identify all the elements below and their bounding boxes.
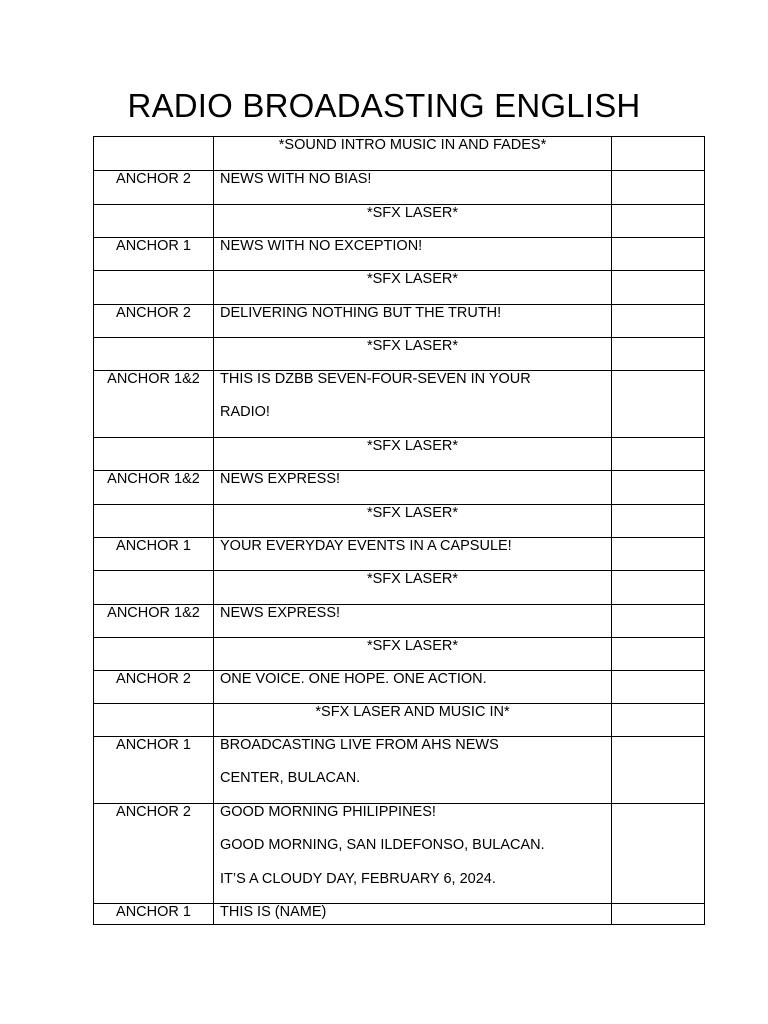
speaker-label: ANCHOR 1&2 <box>107 605 200 621</box>
notes-cell <box>612 305 705 338</box>
speaker-label: ANCHOR 2 <box>116 305 191 321</box>
speaker-label: ANCHOR 2 <box>116 671 191 687</box>
dialogue-line: ONE VOICE. ONE HOPE. ONE ACTION. <box>220 671 487 687</box>
page-title: RADIO BROADASTING ENGLISH <box>127 87 641 124</box>
speaker-cell <box>94 804 214 904</box>
notes-cell <box>612 638 705 671</box>
dialogue-line: IT’S A CLOUDY DAY, FEBRUARY 6, 2024. <box>220 870 496 887</box>
script-row <box>94 804 705 904</box>
dialogue-cell <box>214 371 612 438</box>
dialogue-line: NEWS WITH NO EXCEPTION! <box>220 238 423 254</box>
speaker-label <box>94 563 213 596</box>
notes-cell <box>612 538 705 571</box>
script-row <box>94 904 705 925</box>
dialogue-cell <box>214 804 612 904</box>
speaker-label <box>94 497 213 530</box>
speaker-label <box>94 630 213 663</box>
dialogue-line: RADIO! <box>220 404 270 421</box>
speaker-label <box>94 263 213 296</box>
speaker-label <box>94 197 213 230</box>
dialogue-line: BROADCASTING LIVE FROM AHS NEWS <box>220 737 499 753</box>
dialogue-line: NEWS EXPRESS! <box>220 605 341 621</box>
sound-cue: *SOUND INTRO MUSIC IN AND FADES* <box>278 137 547 153</box>
speaker-label: ANCHOR 1 <box>116 737 191 753</box>
notes-cell <box>612 737 705 804</box>
speaker-label <box>94 129 213 162</box>
notes-cell <box>612 804 705 904</box>
sound-cue: *SFX LASER* <box>366 505 459 521</box>
speaker-label: ANCHOR 2 <box>116 171 191 187</box>
notes-cell <box>612 171 705 205</box>
speaker-label: ANCHOR 2 <box>116 804 191 820</box>
dialogue-line: NEWS EXPRESS! <box>220 471 341 487</box>
dialogue-line: GOOD MORNING, SAN ILDEFONSO, BULACAN. <box>220 837 545 854</box>
dialogue-cell <box>214 737 612 804</box>
dialogue-line: YOUR EVERYDAY EVENTS IN A CAPSULE! <box>220 538 512 554</box>
speaker-cell <box>94 904 214 925</box>
notes-cell <box>612 205 705 238</box>
dialogue-cell <box>214 904 612 925</box>
speaker-label <box>94 696 213 729</box>
sound-cue: *SFX LASER* <box>366 338 459 354</box>
notes-cell <box>612 505 705 538</box>
speaker-label: ANCHOR 1 <box>116 904 191 920</box>
speaker-label: ANCHOR 1 <box>116 238 191 254</box>
script-table-body <box>94 137 705 925</box>
speaker-cell <box>94 737 214 804</box>
dialogue-line: THIS IS DZBB SEVEN-FOUR-SEVEN IN YOUR <box>220 371 531 387</box>
notes-cell <box>612 271 705 305</box>
speaker-label: ANCHOR 1&2 <box>107 371 200 387</box>
sound-cue: *SFX LASER* <box>366 205 459 221</box>
sound-cue: *SFX LASER AND MUSIC IN* <box>315 704 510 720</box>
script-row <box>94 737 705 804</box>
script-table <box>93 136 705 925</box>
notes-cell <box>612 904 705 925</box>
notes-cell <box>612 571 705 605</box>
sound-cue: *SFX LASER* <box>366 638 459 654</box>
notes-cell <box>612 238 705 271</box>
speaker-label <box>94 330 213 363</box>
sound-cue: *SFX LASER* <box>366 438 459 454</box>
notes-cell <box>612 438 705 471</box>
notes-cell <box>612 338 705 371</box>
notes-cell <box>612 605 705 638</box>
notes-cell <box>612 704 705 737</box>
notes-cell <box>612 137 705 171</box>
sound-cue: *SFX LASER* <box>366 271 459 287</box>
script-row <box>94 371 705 438</box>
speaker-cell <box>94 371 214 438</box>
dialogue-line: DELIVERING NOTHING BUT THE TRUTH! <box>220 305 502 321</box>
notes-cell <box>612 671 705 704</box>
speaker-label: ANCHOR 1 <box>116 538 191 554</box>
sound-cue: *SFX LASER* <box>366 571 459 587</box>
speaker-label <box>94 430 213 463</box>
speaker-label: ANCHOR 1&2 <box>107 471 200 487</box>
dialogue-line: GOOD MORNING PHILIPPINES! <box>220 804 436 820</box>
dialogue-line: CENTER, BULACAN. <box>220 770 361 787</box>
dialogue-line: NEWS WITH NO BIAS! <box>220 171 372 187</box>
notes-cell <box>612 471 705 505</box>
notes-cell <box>612 371 705 438</box>
dialogue-line: THIS IS (NAME) <box>220 904 327 920</box>
